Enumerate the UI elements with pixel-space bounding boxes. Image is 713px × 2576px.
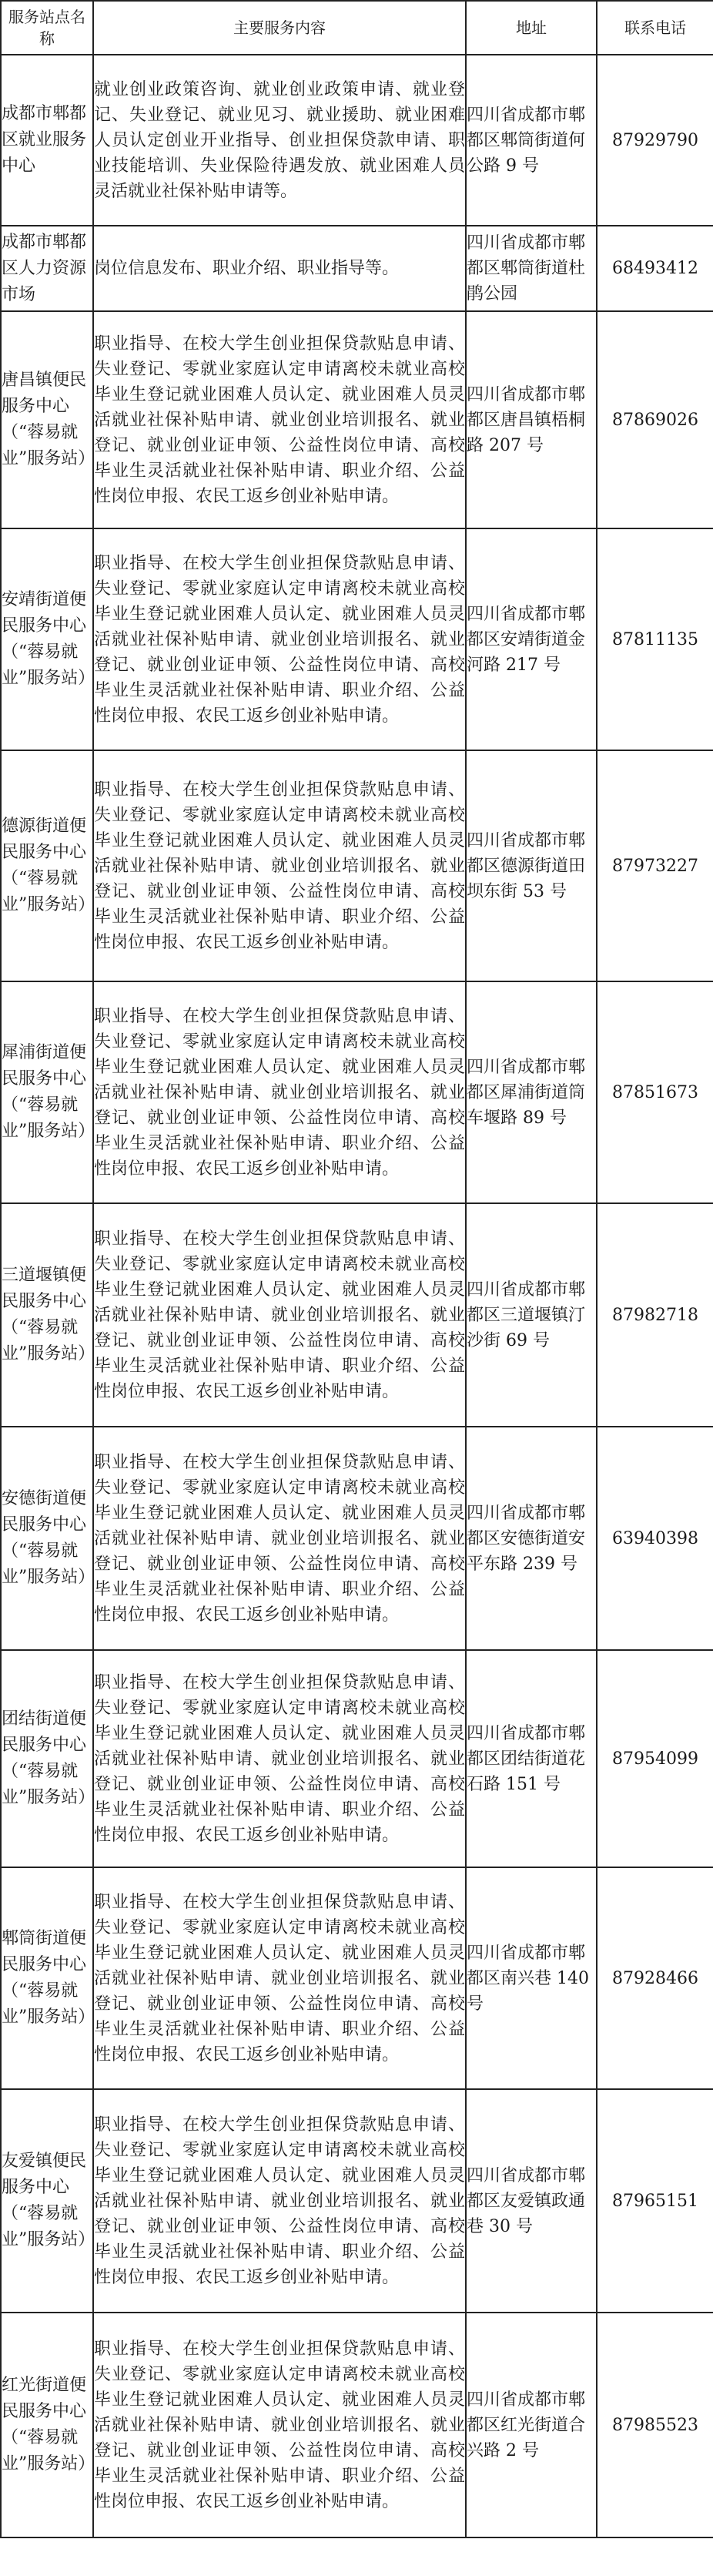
station-name: 郫筒街道便民服务中心（“蓉易就业”服务站） bbox=[1, 1867, 93, 2089]
station-name: 安靖街道便民服务中心（“蓉易就业”服务站） bbox=[1, 528, 93, 750]
station-phone: 87973227 bbox=[597, 750, 713, 981]
station-name: 成都市郫都区就业服务中心 bbox=[1, 55, 93, 226]
table-row bbox=[1, 55, 713, 226]
station-address: 四川省成都市郫都区安靖街道金河路 217 号 bbox=[466, 528, 597, 750]
station-address: 四川省成都市郫都区郫筒街道何公路 9 号 bbox=[466, 55, 597, 226]
station-phone: 87869026 bbox=[597, 311, 713, 528]
station-name: 三道堰镇便民服务中心（“蓉易就业”服务站） bbox=[1, 1203, 93, 1427]
station-phone: 87982718 bbox=[597, 1203, 713, 1427]
station-services: 职业指导、在校大学生创业担保贷款贴息申请、失业登记、零就业家庭认定申请离校未就业高校毕业生登记就业困难人员认定、就业困难人员灵活就业社保补贴申请、就业创业培训报名、就业登记、就业创业证申领、公益性岗位申请、高校毕业生灵活就业社保补贴申请、职业介绍、公益性岗位申报、农民工返乡创业补贴申请。 bbox=[93, 750, 466, 981]
station-services: 岗位信息发布、职业介绍、职业指导等。 bbox=[93, 226, 466, 311]
station-services: 职业指导、在校大学生创业担保贷款贴息申请、失业登记、零就业家庭认定申请离校未就业高校毕业生登记就业困难人员认定、就业困难人员灵活就业社保补贴申请、就业创业培训报名、就业登记、就业创业证申领、公益性岗位申请、高校毕业生灵活就业社保补贴申请、职业介绍、公益性岗位申报、农民工返乡创业补贴申请。 bbox=[93, 311, 466, 528]
station-services: 职业指导、在校大学生创业担保贷款贴息申请、失业登记、零就业家庭认定申请离校未就业高校毕业生登记就业困难人员认定、就业困难人员灵活就业社保补贴申请、就业创业培训报名、就业登记、就业创业证申领、公益性岗位申请、高校毕业生灵活就业社保补贴申请、职业介绍、公益性岗位申报、农民工返乡创业补贴申请。 bbox=[93, 2089, 466, 2313]
station-phone: 87929790 bbox=[597, 55, 713, 226]
station-services: 职业指导、在校大学生创业担保贷款贴息申请、失业登记、零就业家庭认定申请离校未就业高校毕业生登记就业困难人员认定、就业困难人员灵活就业社保补贴申请、就业创业培训报名、就业登记、就业创业证申领、公益性岗位申请、高校毕业生灵活就业社保补贴申请、职业介绍、公益性岗位申报、农民工返乡创业补贴申请。 bbox=[93, 981, 466, 1203]
table-row bbox=[1, 311, 713, 528]
station-name: 德源街道便民服务中心（“蓉易就业”服务站） bbox=[1, 750, 93, 981]
table-row bbox=[1, 981, 713, 1203]
table-row bbox=[1, 2313, 713, 2537]
station-name: 友爱镇便民服务中心（“蓉易就业”服务站） bbox=[1, 2089, 93, 2313]
station-services: 职业指导、在校大学生创业担保贷款贴息申请、失业登记、零就业家庭认定申请离校未就业高校毕业生登记就业困难人员认定、就业困难人员灵活就业社保补贴申请、就业创业培训报名、就业登记、就业创业证申领、公益性岗位申请、高校毕业生灵活就业社保补贴申请、职业介绍、公益性岗位申报、农民工返乡创业补贴申请。 bbox=[93, 1867, 466, 2089]
station-services: 职业指导、在校大学生创业担保贷款贴息申请、失业登记、零就业家庭认定申请离校未就业高校毕业生登记就业困难人员认定、就业困难人员灵活就业社保补贴申请、就业创业培训报名、就业登记、就业创业证申领、公益性岗位申请、高校毕业生灵活就业社保补贴申请、职业介绍、公益性岗位申报、农民工返乡创业补贴申请。 bbox=[93, 1427, 466, 1650]
station-phone: 87928466 bbox=[597, 1867, 713, 2089]
station-services: 就业创业政策咨询、就业创业政策申请、就业登记、失业登记、就业见习、就业援助、就业困难人员认定创业开业指导、创业担保贷款申请、职业技能培训、失业保险待遇发放、就业困难人员灵活就业社保补贴申请等。 bbox=[93, 55, 466, 226]
station-address: 四川省成都市郫都区友爱镇政通巷 30 号 bbox=[466, 2089, 597, 2313]
station-services: 职业指导、在校大学生创业担保贷款贴息申请、失业登记、零就业家庭认定申请离校未就业高校毕业生登记就业困难人员认定、就业困难人员灵活就业社保补贴申请、就业创业培训报名、就业登记、就业创业证申领、公益性岗位申请、高校毕业生灵活就业社保补贴申请、职业介绍、公益性岗位申报、农民工返乡创业补贴申请。 bbox=[93, 528, 466, 750]
station-name: 红光街道便民服务中心（“蓉易就业”服务站） bbox=[1, 2313, 93, 2537]
station-phone: 87811135 bbox=[597, 528, 713, 750]
header-phone: 联系电话 bbox=[597, 1, 713, 55]
table-row bbox=[1, 1427, 713, 1650]
station-address: 四川省成都市郫都区团结街道花石路 151 号 bbox=[466, 1650, 597, 1867]
station-address: 四川省成都市郫都区三道堰镇汀沙街 69 号 bbox=[466, 1203, 597, 1427]
station-phone: 87965151 bbox=[597, 2089, 713, 2313]
table-row bbox=[1, 1203, 713, 1427]
station-address: 四川省成都市郫都区南兴巷 140 号 bbox=[466, 1867, 597, 2089]
station-phone: 87985523 bbox=[597, 2313, 713, 2537]
station-name: 成都市郫都区人力资源市场 bbox=[1, 226, 93, 311]
station-services: 职业指导、在校大学生创业担保贷款贴息申请、失业登记、零就业家庭认定申请离校未就业高校毕业生登记就业困难人员认定、就业困难人员灵活就业社保补贴申请、就业创业培训报名、就业登记、就业创业证申领、公益性岗位申请、高校毕业生灵活就业社保补贴申请、职业介绍、公益性岗位申报、农民工返乡创业补贴申请。 bbox=[93, 2313, 466, 2537]
station-name: 团结街道便民服务中心（“蓉易就业”服务站） bbox=[1, 1650, 93, 1867]
header-address: 地址 bbox=[466, 1, 597, 55]
table-row bbox=[1, 528, 713, 750]
station-phone: 87954099 bbox=[597, 1650, 713, 1867]
station-name: 安德街道便民服务中心（“蓉易就业”服务站） bbox=[1, 1427, 93, 1650]
table-row bbox=[1, 750, 713, 981]
table-row bbox=[1, 2089, 713, 2313]
station-phone: 63940398 bbox=[597, 1427, 713, 1650]
station-name: 犀浦街道便民服务中心（“蓉易就业”服务站） bbox=[1, 981, 93, 1203]
table-row bbox=[1, 1867, 713, 2089]
station-services: 职业指导、在校大学生创业担保贷款贴息申请、失业登记、零就业家庭认定申请离校未就业高校毕业生登记就业困难人员认定、就业困难人员灵活就业社保补贴申请、就业创业培训报名、就业登记、就业创业证申领、公益性岗位申请、高校毕业生灵活就业社保补贴申请、职业介绍、公益性岗位申报、农民工返乡创业补贴申请。 bbox=[93, 1650, 466, 1867]
header-station-name: 服务站点名称 bbox=[1, 1, 93, 55]
station-address: 四川省成都市郫都区犀浦街道筒车堰路 89 号 bbox=[466, 981, 597, 1203]
station-address: 四川省成都市郫都区唐昌镇梧桐路 207 号 bbox=[466, 311, 597, 528]
header-services: 主要服务内容 bbox=[93, 1, 466, 55]
station-phone: 68493412 bbox=[597, 226, 713, 311]
table-row bbox=[1, 226, 713, 311]
station-address: 四川省成都市郫都区郫筒街道杜鹃公园 bbox=[466, 226, 597, 311]
station-services: 职业指导、在校大学生创业担保贷款贴息申请、失业登记、零就业家庭认定申请离校未就业高校毕业生登记就业困难人员认定、就业困难人员灵活就业社保补贴申请、就业创业培训报名、就业登记、就业创业证申领、公益性岗位申请、高校毕业生灵活就业社保补贴申请、职业介绍、公益性岗位申报、农民工返乡创业补贴申请。 bbox=[93, 1203, 466, 1427]
station-phone: 87851673 bbox=[597, 981, 713, 1203]
station-name: 唐昌镇便民服务中心（“蓉易就业”服务站） bbox=[1, 311, 93, 528]
station-address: 四川省成都市郫都区德源街道田坝东街 53 号 bbox=[466, 750, 597, 981]
table-header-row bbox=[1, 1, 713, 55]
station-address: 四川省成都市郫都区红光街道合兴路 2 号 bbox=[466, 2313, 597, 2537]
station-address: 四川省成都市郫都区安德街道安平东路 239 号 bbox=[466, 1427, 597, 1650]
table-row bbox=[1, 1650, 713, 1867]
